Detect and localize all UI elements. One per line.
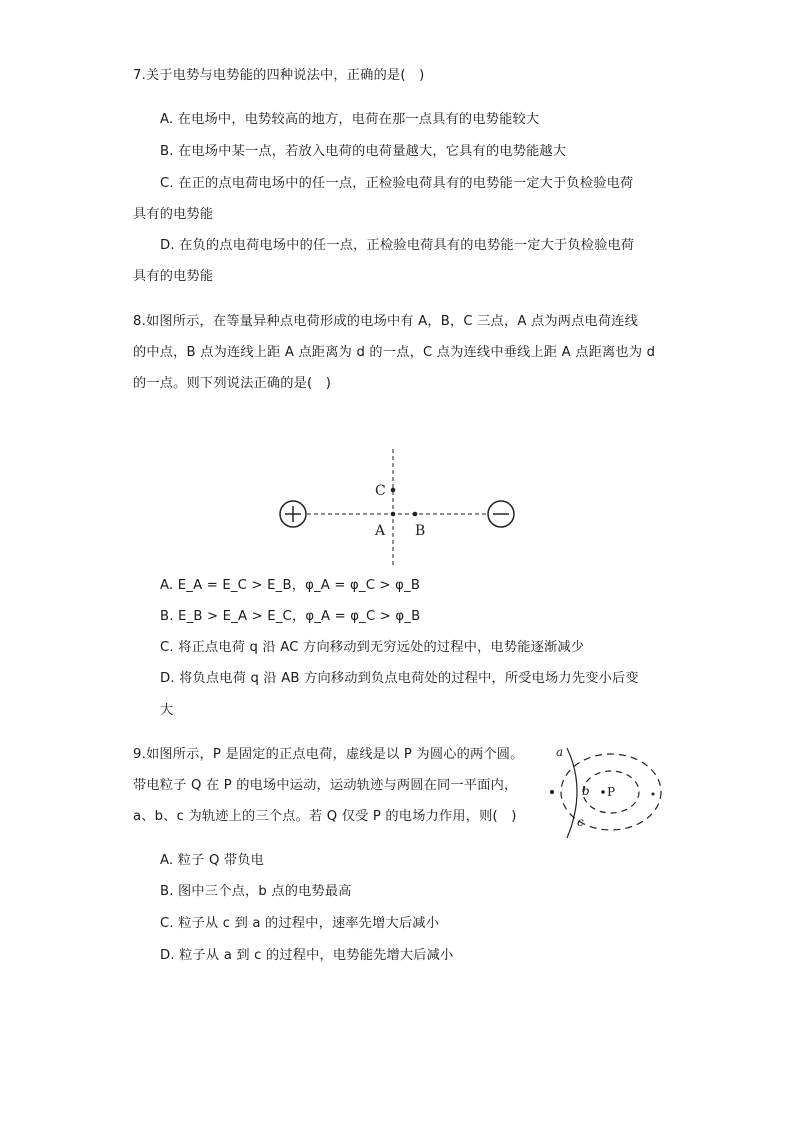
- label-c: c: [577, 815, 584, 829]
- label-c: C: [375, 483, 386, 499]
- q7-option-b[interactable]: B. 在电场中某一点，若放入电荷的电荷量越大，它具有的电势能越大: [160, 144, 567, 159]
- q9-option-c[interactable]: C. 粒子从 c 到 a 的过程中，速率先增大后减小: [160, 916, 440, 931]
- q9-figure: [545, 740, 665, 840]
- q8-stem-line-2: 的中点，B 点为连线上距 A 点距离为 d 的一点，C 点为连线中垂线上距 A 点距离也为 d: [133, 345, 656, 360]
- q7-option-a[interactable]: A. 在电场中，电势较高的地方，电荷在那一点具有的电势能较大: [160, 112, 540, 127]
- q8-option-c[interactable]: C. 将正点电荷 q 沿 AC 方向移动到无穷远处的过程中，电势能逐渐减少: [160, 640, 585, 655]
- q7-stem: 7.关于电势与电势能的四种说法中，正确的是( ): [133, 68, 425, 83]
- q8-option-a[interactable]: A. E_A = E_C > E_B，φ_A = φ_C > φ_B: [160, 578, 421, 593]
- q8-option-d-cont: 大: [160, 703, 174, 718]
- q8-option-b[interactable]: B. E_B > E_A > E_C，φ_A = φ_C > φ_B: [160, 609, 421, 624]
- q7-option-d-cont: 具有的电势能: [133, 269, 214, 284]
- q9-stem-line-1: 9.如图所示，P 是固定的正点电荷，虚线是以 P 为圆心的两个圆。: [133, 747, 524, 762]
- q8-stem-line-3: 的一点。则下列说法正确的是( ): [133, 376, 332, 391]
- point-p: [601, 790, 605, 794]
- q8-option-d[interactable]: D. 将负点电荷 q 沿 AB 方向移动到负点电荷处的过程中，所受电场力先变小后变: [160, 671, 639, 686]
- q9-option-a[interactable]: A. 粒子 Q 带负电: [160, 853, 265, 868]
- q8-figure: [270, 447, 530, 577]
- point-a: [391, 512, 396, 517]
- label-a: A: [375, 523, 386, 539]
- q9-stem-line-3: a、b、c 为轨迹上的三个点。若 Q 仅受 P 的电场力作用，则( ): [133, 809, 517, 824]
- q7-option-c[interactable]: C. 在正的点电荷电场中的任一点，正检验电荷具有的电势能一定大于负检验电荷: [160, 176, 634, 191]
- label-a: a: [556, 745, 564, 759]
- q8-stem-line-1: 8.如图所示，在等量异种点电荷形成的电场中有 A，B，C 三点，A 点为两点电荷连线: [133, 314, 639, 329]
- point-c: [391, 488, 396, 493]
- q9-stem-line-2: 带电粒子 Q 在 P 的电场中运动，运动轨迹与两圆在同一平面内，: [133, 778, 518, 793]
- negative-charge-icon: [488, 501, 514, 527]
- q7-option-d[interactable]: D. 在负的点电荷电场中的任一点，正检验电荷具有的电势能一定大于负检验电荷: [160, 238, 635, 253]
- label-b: b: [582, 784, 590, 798]
- particle-trajectory: [567, 748, 577, 838]
- q9-option-b[interactable]: B. 图中三个点，b 点的电势最高: [160, 884, 352, 899]
- label-b: B: [415, 523, 426, 539]
- q9-option-d[interactable]: D. 粒子从 a 到 c 的过程中，电势能先增大后减小: [160, 948, 454, 963]
- label-p: P: [607, 785, 616, 799]
- positive-charge-icon: [280, 501, 306, 527]
- q7-option-c-cont: 具有的电势能: [133, 207, 214, 222]
- point-b: [413, 512, 418, 517]
